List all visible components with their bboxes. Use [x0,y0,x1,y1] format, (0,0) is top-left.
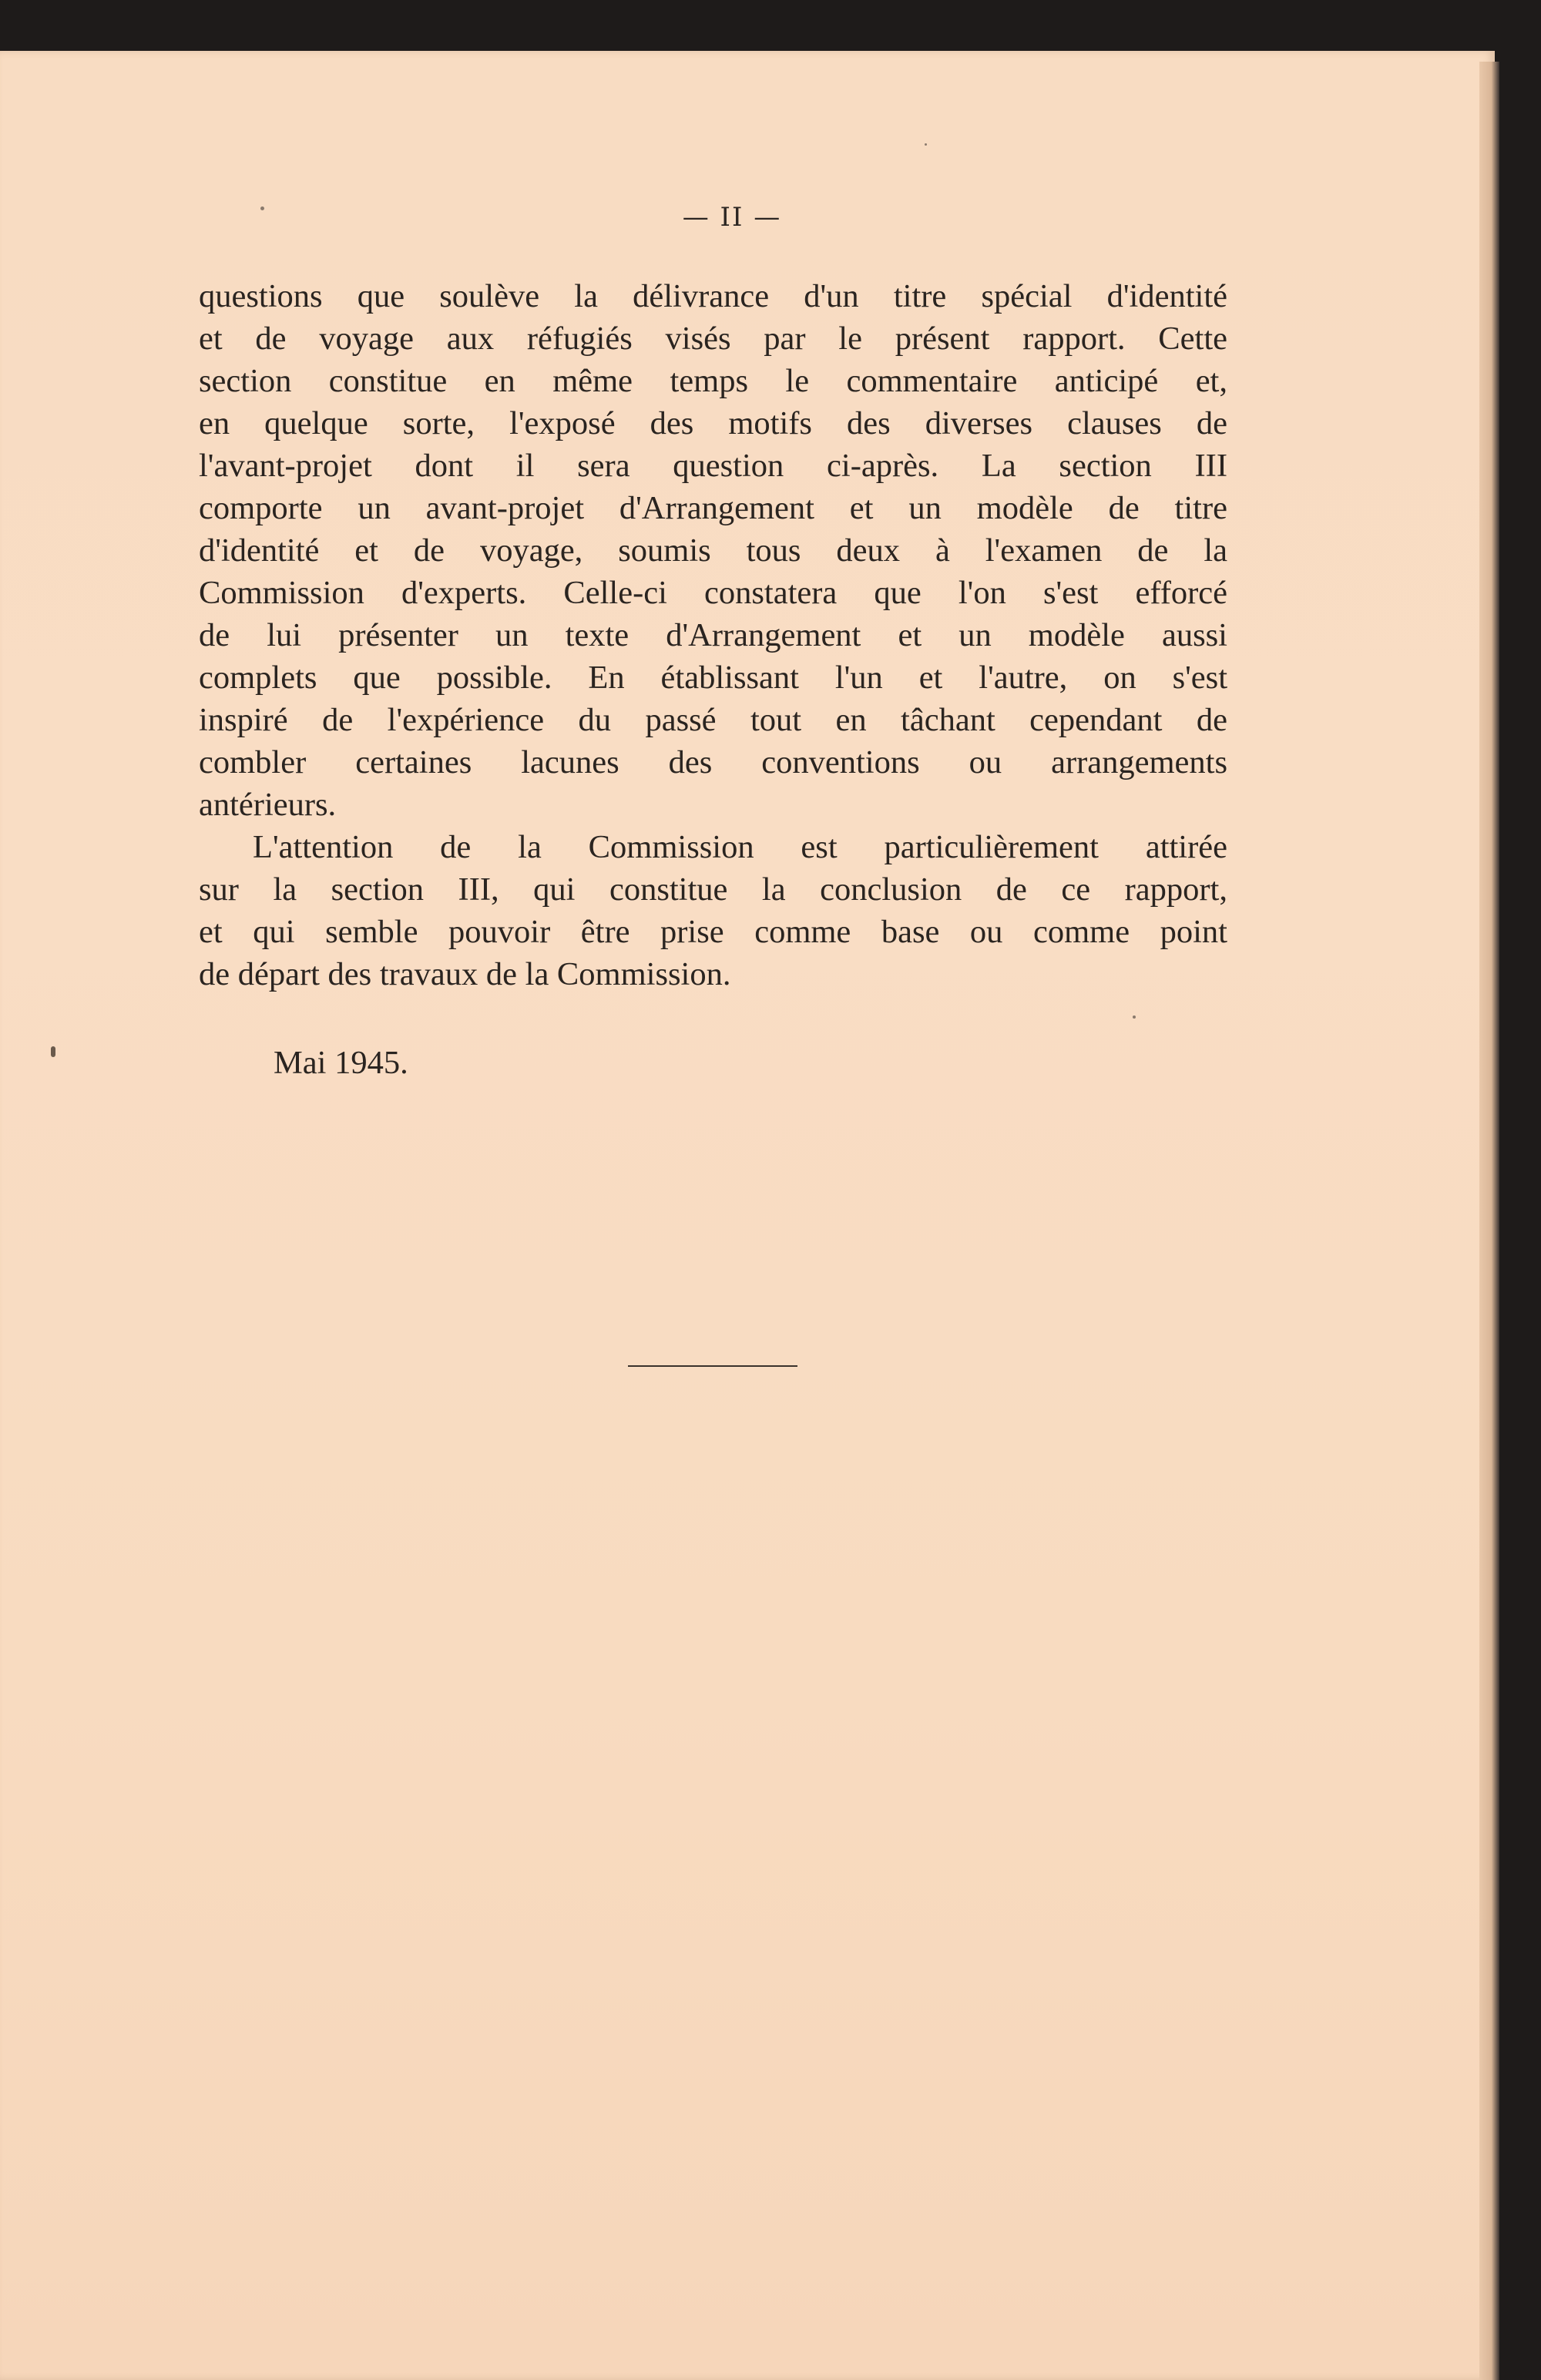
text-line: antérieurs. [199,787,337,823]
text-line: section constitue en même temps le commentaire anticipé et, [199,363,1227,399]
closing-rule [628,1365,797,1367]
body-text [199,275,1227,995]
text-line: d'identité et de voyage, soumis tous deux à l'examen de la [199,532,1227,569]
paper-speck [925,143,927,146]
text-line: comporte un avant-projet d'Arrangement et un modèle de titre [199,490,1227,526]
paragraph-1 [199,275,1227,826]
paper-speck [260,206,264,210]
page-number: — II — [682,202,782,233]
text-line: inspiré de l'expérience du passé tout en tâchant cependant de [199,702,1227,738]
page-edge [1479,62,1499,2380]
paper-speck [51,1046,55,1057]
text-line: combler certaines lacunes des conventions ou arrangements [199,744,1227,780]
text-line: questions que soulève la délivrance d'un titre spécial d'identité [199,278,1227,314]
paper-speck [1133,1015,1136,1019]
text-line: L'attention de la Commission est particulièrement attirée [253,829,1227,865]
text-line: et de voyage aux réfugiés visés par le présent rapport. Cette [199,321,1227,357]
text-line: de lui présenter un texte d'Arrangement et un modèle aussi [199,617,1227,653]
text-line: complets que possible. En établissant l'un et l'autre, on s'est [199,660,1227,696]
text-line: l'avant-projet dont il sera question ci-après. La section III [199,448,1227,484]
text-line: de départ des travaux de la Commission. [199,956,731,992]
text-line: et qui semble pouvoir être prise comme base ou comme point [199,914,1227,950]
text-line: Commission d'experts. Celle-ci constatera que l'on s'est efforcé [199,575,1227,611]
paragraph-2 [199,826,1227,995]
text-line: en quelque sorte, l'exposé des motifs des diverses clauses de [199,405,1227,441]
text-line: sur la section III, qui constitue la conclusion de ce rapport, [199,871,1227,908]
date-line: Mai 1945. [274,1045,408,1081]
